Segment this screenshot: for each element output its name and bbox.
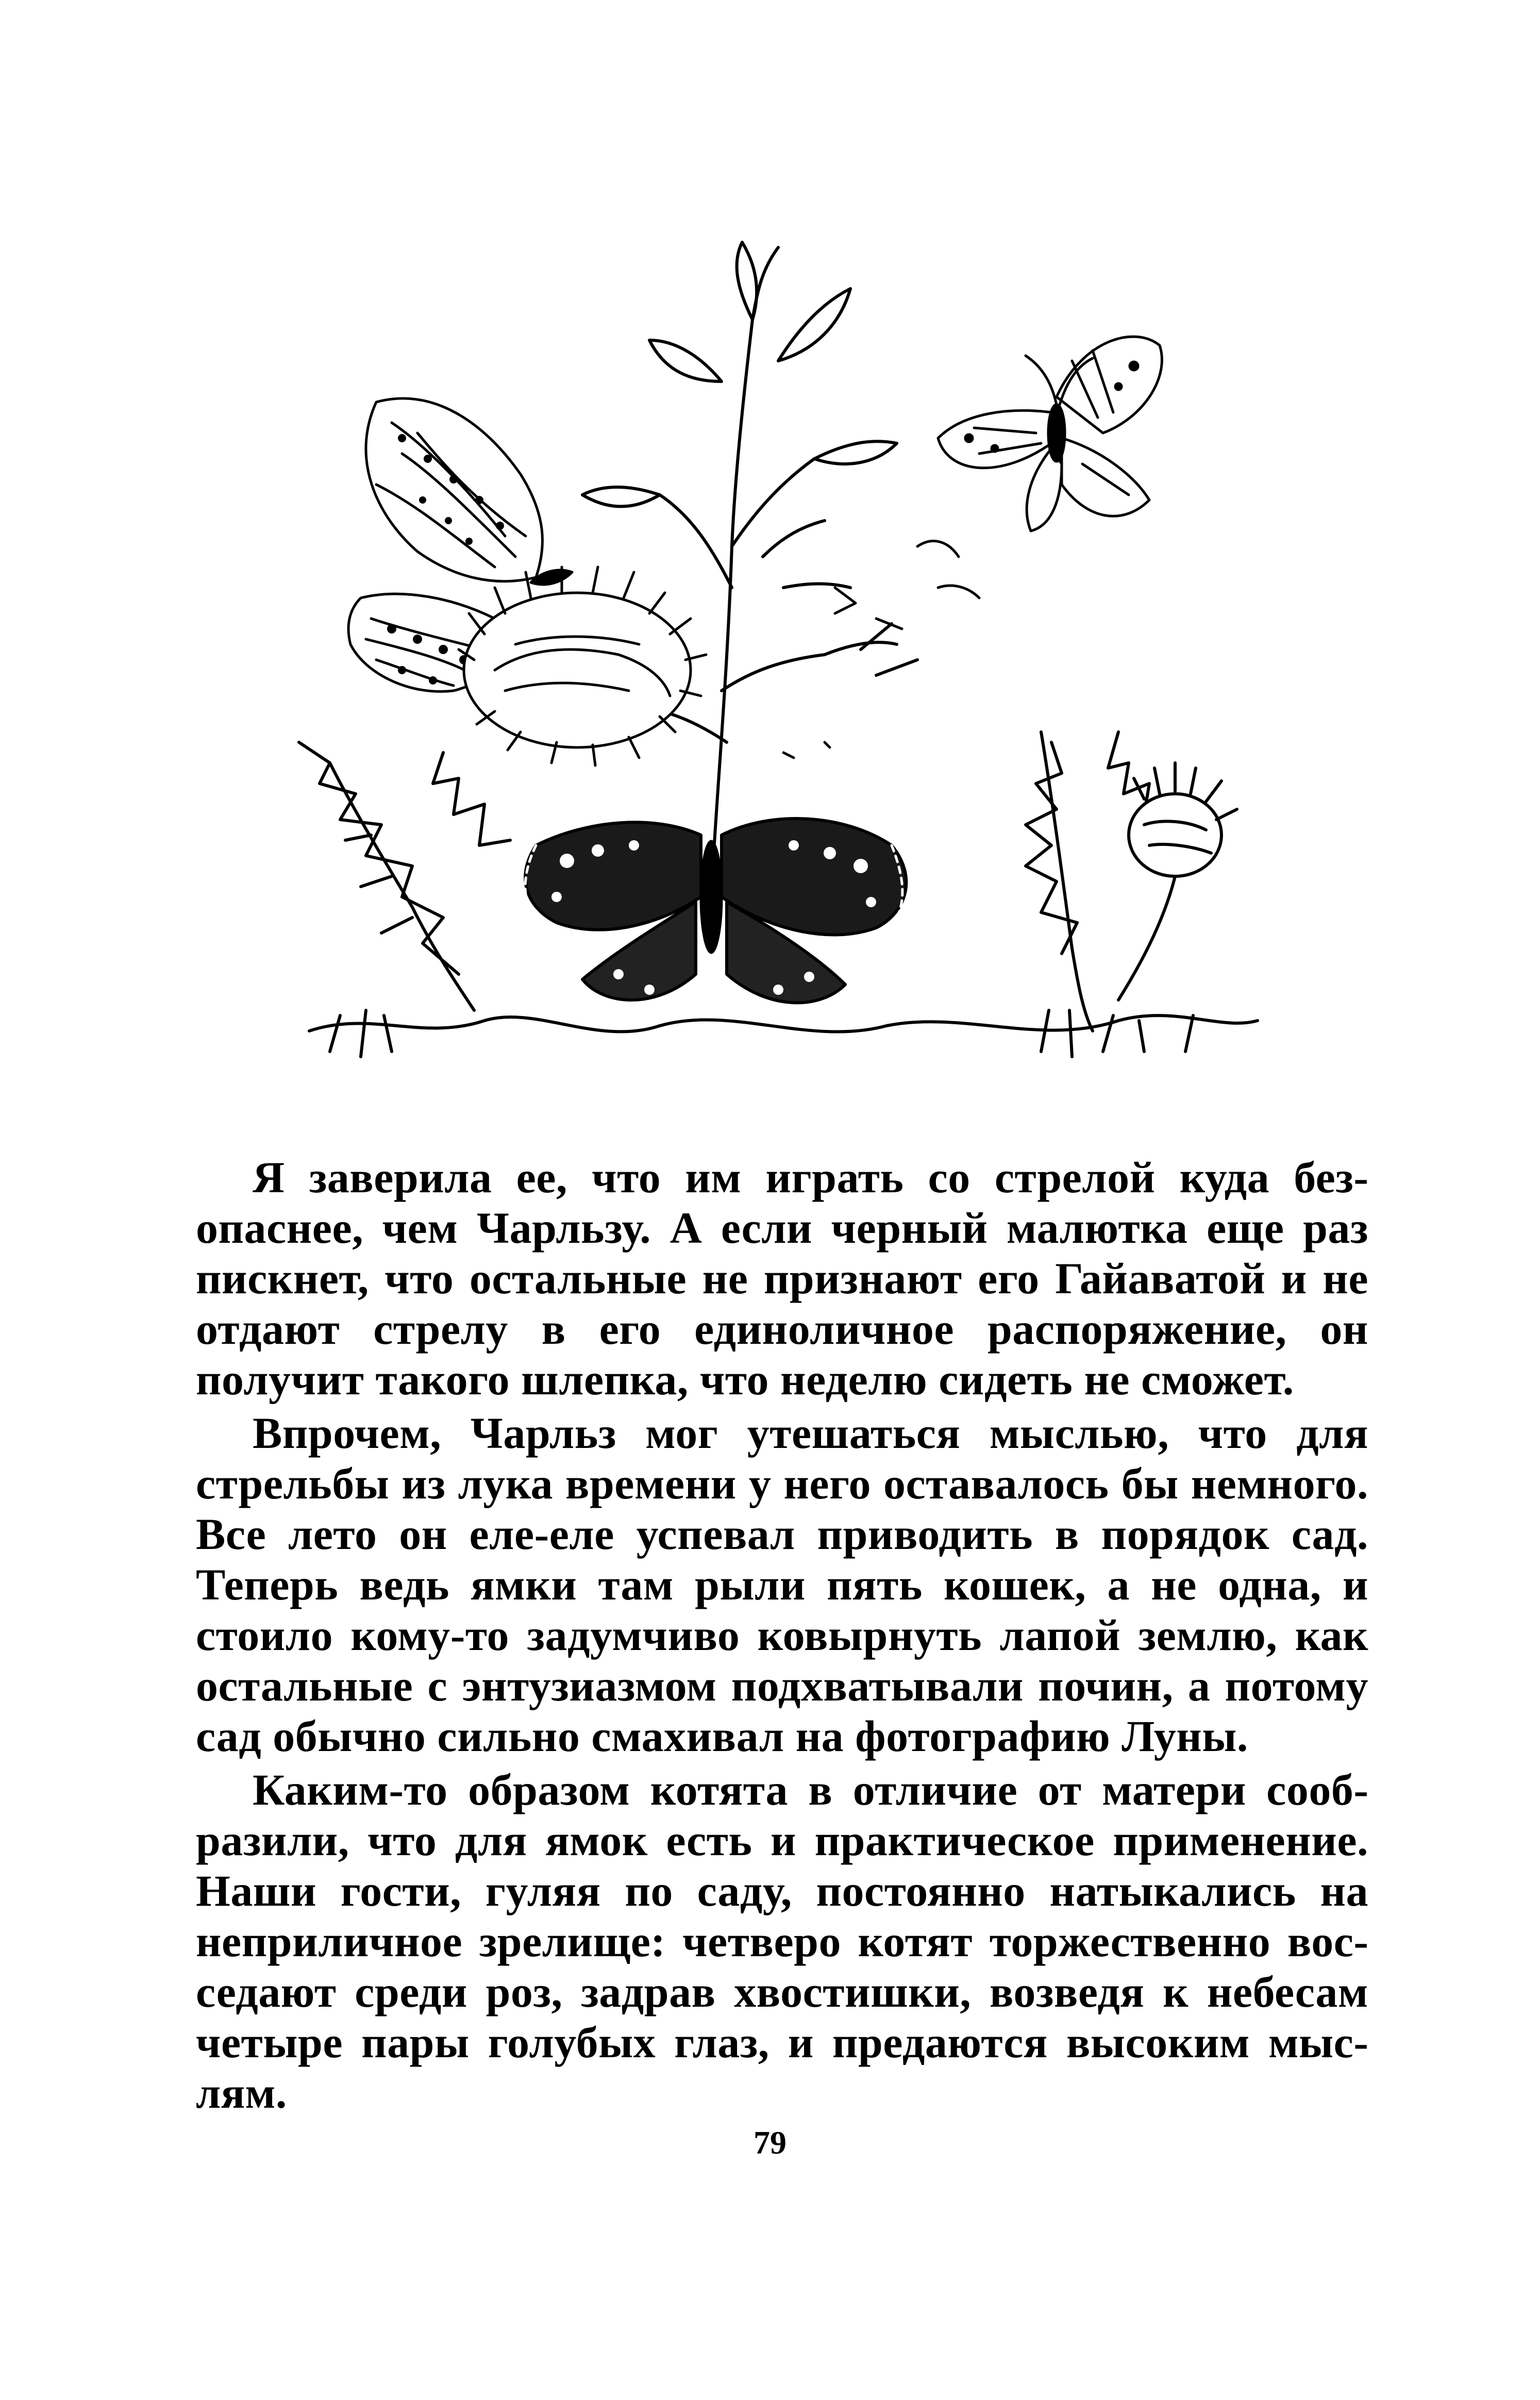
grass-stems bbox=[577, 242, 917, 897]
body-text bbox=[196, 1152, 1368, 2121]
dark-butterfly bbox=[525, 819, 906, 1003]
paragraph-3: Каким-то образом котята в отличие от матери сообразили, что для ямок есть и практическое применение. Наши гости, гуляя по саду, постоянно натыкались на неприличное зрелище: четверо котят торжественно восседают среди роз, задрав хвостишки, возведя к небесам четыре пары голубых глаз, и предаются высоким мыслям. bbox=[196, 1765, 1368, 2118]
thistle-right bbox=[1026, 732, 1237, 1031]
thistle-head-left bbox=[459, 567, 706, 765]
thistle-leaves-left bbox=[299, 742, 510, 1010]
butterflies-thistle-illustration bbox=[268, 227, 1278, 1088]
page-number: 79 bbox=[754, 2124, 786, 2161]
decorative-strokes bbox=[783, 541, 979, 758]
white-butterfly bbox=[938, 337, 1162, 531]
paragraph-1: Я заверила ее, что им играть со стрелой куда безопаснее, чем Чарльзу. А если черный малютка еще раз пискнет, что остальные не признают его Гайаватой и не отдают стрелу в его единоличное распоряжение, он получит такого шлепка, что неделю сидеть не сможет. bbox=[196, 1153, 1368, 1404]
grass-ground bbox=[309, 1010, 1258, 1057]
paragraph-2: Впрочем, Чарльз мог утешаться мыслью, что для стрельбы из лука времени у него оставалось бы немного. Все лето он еле-еле успевал приводить в порядок сад. Теперь ведь ямки там рыли пять кошек, а не одна, и стоило кому-то задумчиво ковырнуть лапой землю, как остальные с энтузиазмом подхватывали почин, а потому сад обычно сильно смахивал на фотографию Луны. bbox=[196, 1408, 1368, 1761]
